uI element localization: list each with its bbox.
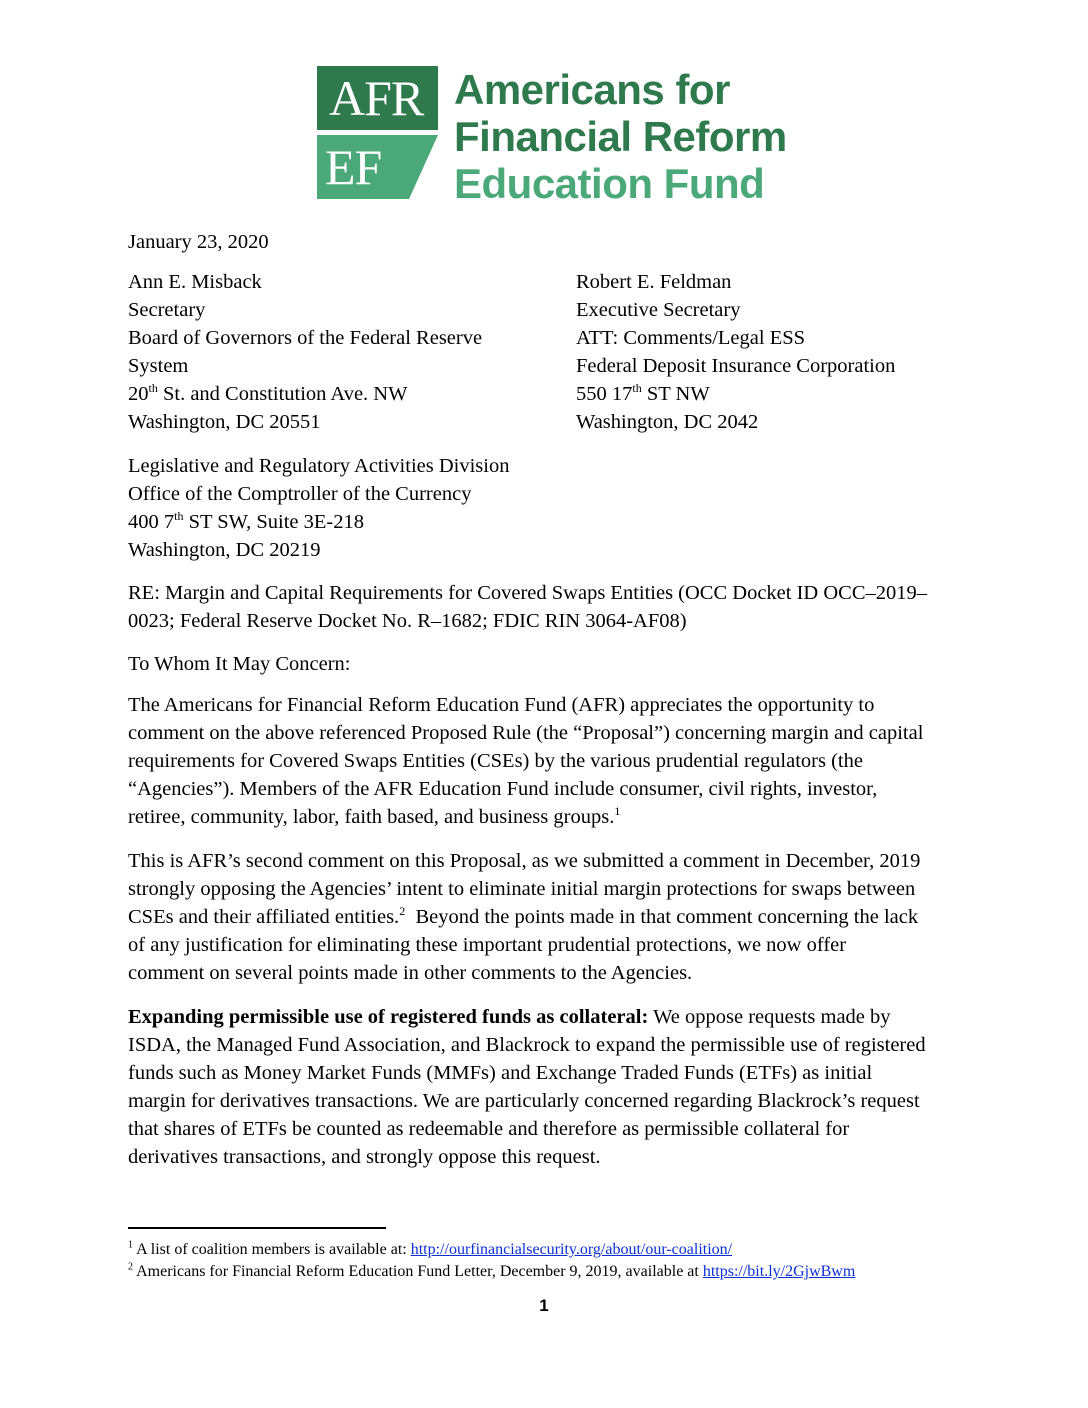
recipient-fdic-line: Federal Deposit Insurance Corporation [576,355,896,377]
paragraph-line: derivatives transactions, and strongly oppose this request. [128,1146,601,1168]
salutation: To Whom It May Concern: [128,653,351,675]
ordinal-suffix: th [632,381,642,396]
paragraph-registered-funds [128,1003,968,1171]
logo-organization-name [454,66,787,207]
recipient-occ-line: Office of the Comptroller of the Currency [128,483,472,505]
footnote-1 [128,1239,732,1261]
paragraph-line: that shares of ETFs be counted as redeemable and therefore as permissible collateral for [128,1118,850,1140]
footnote-number: 1 [128,1239,133,1251]
recipient-frb [128,268,482,436]
paragraph-intro [128,691,968,831]
paragraph-text: retiree, community, labor, faith based, and business groups. [128,806,615,828]
footnote-link[interactable]: https://bit.ly/2GjwBwm [702,1263,856,1280]
recipient-frb-line: System [128,355,189,377]
footnote-link[interactable]: http://ourfinancialsecurity.org/about/our-coalition/ [410,1241,733,1258]
recipient-fdic-line: Washington, DC 2042 [576,411,759,433]
subject-line-text: 0023; Federal Reserve Docket No. R–1682; FDIC RIN 3064-AF08) [128,610,687,632]
address-rest: ST NW [641,383,710,405]
recipient-occ-line: Legislative and Regulatory Activities Division [128,455,510,477]
recipient-frb-line: Board of Governors of the Federal Reserve [128,327,483,349]
paragraph-line: comment on the above referenced Proposed Rule (the “Proposal”) concerning margin and capital [128,722,924,744]
recipient-frb-line: Ann E. Misback [128,271,262,293]
recipient-occ-line: Washington, DC 20219 [128,539,321,561]
subject-line [128,579,968,635]
footnote-text: A list of coalition members is available at: [133,1241,411,1258]
footnote-2 [128,1261,855,1283]
recipient-fdic-line: Executive Secretary [576,299,741,321]
ordinal-suffix: th [174,509,184,524]
logo-afr-box: AFR [317,66,438,130]
paragraph-line [128,803,968,831]
logo-ef-text: EF [325,139,382,195]
paragraph-line: comment on several points made in other comments to the Agencies. [128,962,693,984]
paragraph-line: This is AFR’s second comment on this Proposal, as we submitted a comment in December, 2019 [128,850,921,872]
recipient-fdic-line: ATT: Comments/Legal ESS [576,327,806,349]
recipient-frb-address [128,380,482,408]
recipient-frb-line: Secretary [128,299,206,321]
logo-name-line1: Americans for [454,66,730,113]
paragraph-line: strongly opposing the Agencies’ intent to eliminate initial margin protections for swaps between [128,878,916,900]
paragraph-line: The Americans for Financial Reform Education Fund (AFR) appreciates the opportunity to [128,694,875,716]
paragraph-line: funds such as Money Market Funds (MMFs) and Exchange Traded Funds (ETFs) as initial [128,1062,873,1084]
recipient-occ [128,452,509,564]
paragraph-second-comment [128,847,968,987]
afr-logo [317,66,787,207]
recipient-frb-line: Washington, DC 20551 [128,411,321,433]
address-number: 400 7 [128,511,175,533]
address-number: 550 17 [576,383,633,405]
recipient-fdic [576,268,895,436]
paragraph-line [128,1003,968,1031]
footnote-number: 2 [128,1261,133,1273]
footnote-ref[interactable]: 1 [614,804,621,819]
recipient-fdic-address [576,380,895,408]
logo-ef-box [317,135,438,199]
footnote-text: Americans for Financial Reform Education Fund Letter, December 9, 2019, available at [133,1263,703,1280]
paragraph-line [128,903,968,931]
section-heading: Expanding permissible use of registered funds as collateral: [128,1006,649,1028]
recipient-fdic-line: Robert E. Feldman [576,271,732,293]
paragraph-line: margin for derivatives transactions. We are particularly concerned regarding Blackrock’s request [128,1090,920,1112]
paragraph-text: We oppose requests made by [648,1006,891,1028]
recipient-occ-address [128,508,509,536]
address-number: 20 [128,383,149,405]
paragraph-line: requirements for Covered Swaps Entities (CSEs) by the various prudential regulators (the [128,750,863,772]
page-number: 1 [539,1296,549,1315]
paragraph-line: ISDA, the Managed Fund Association, and Blackrock to expand the permissible use of registered [128,1034,926,1056]
paragraph-text: Beyond the points made in that comment concerning the lack [405,906,919,928]
letter-date: January 23, 2020 [128,231,269,253]
footnote-ref[interactable]: 2 [399,904,406,919]
subject-line-text: RE: Margin and Capital Requirements for Covered Swaps Entities (OCC Docket ID OCC–2019– [128,582,928,604]
ordinal-suffix: th [148,381,158,396]
logo-name-line3: Education Fund [454,160,765,207]
footnote-divider [128,1227,386,1229]
address-rest: St. and Constitution Ave. NW [157,383,408,405]
paragraph-line: “Agencies”). Members of the AFR Education Fund include consumer, civil rights, investor, [128,778,878,800]
paragraph-text: CSEs and their affiliated entities. [128,906,400,928]
address-rest: ST SW, Suite 3E-218 [183,511,365,533]
logo-name-line2: Financial Reform [454,113,787,160]
paragraph-line: of any justification for eliminating these important prudential protections, we now offer [128,934,847,956]
